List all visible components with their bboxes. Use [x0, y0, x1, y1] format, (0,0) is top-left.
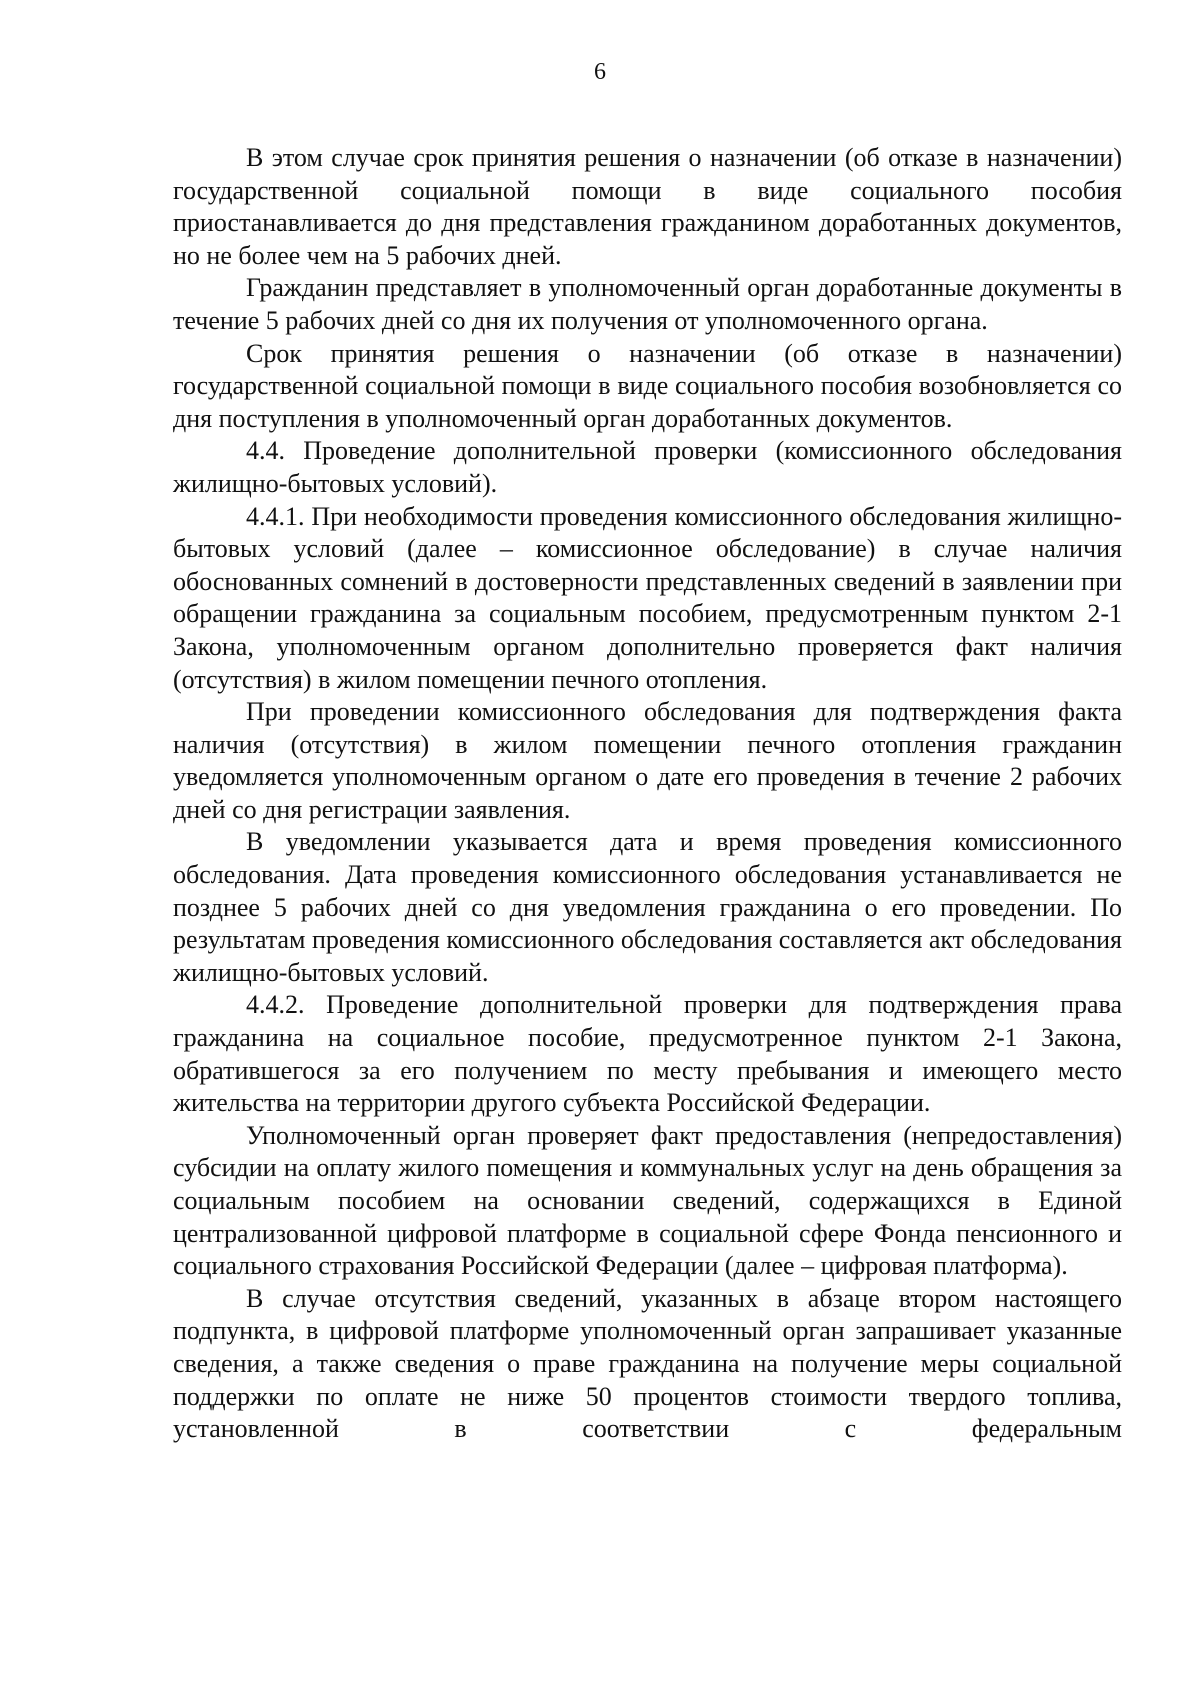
paragraph-notification: При проведении комиссионного обследования для подтверждения факта наличия (отсутствия) в жилом помещении печного отопления гражданин уведомляется уполномоченным органом о дате его проведения в течение 2 рабочих дней со дня регистрации заявления. [173, 697, 1122, 824]
clause-4-4-2: 4.4.2. Проведение дополнительной проверки для подтверждения права гражданина на социальное пособие, предусмотренное пунктом 2-1 Закона, обратившегося за его получением по месту пребывания и имеющего место жительства на территории другого субъекта Российской Федерации. [173, 990, 1122, 1118]
paragraph-suspension-period: В этом случае срок принятия решения о назначении (об отказе в назначении) государственной социальной помощи в виде социального пособия приостанавливается до дня представления гражданином доработанных документов, но не более чем на 5 рабочих дней. [173, 143, 1122, 270]
document-body [173, 142, 1122, 1446]
paragraph-inspection-date: В уведомлении указывается дата и время проведения комиссионного обследования. Дата проведения комиссионного обследования устанавливается не позднее 5 рабочих дней со дня уведомления гражданина о его проведении. По результатам проведения комиссионного обследования составляется акт обследования жилищно-бытовых условий. [173, 827, 1122, 987]
clause-4-4-1: 4.4.1. При необходимости проведения комиссионного обследования жилищно-бытовых условий (далее – комиссионное обследование) в случае наличия обоснованных сомнений в достоверности представленных сведений в заявлении при обращении гражданина за социальным пособием, предусмотренным пунктом 2-1 Закона, уполномоченным органом дополнительно проверяется факт наличия (отсутствия) в жилом помещении печного отопления. [173, 501, 1122, 694]
paragraph-missing-data-request: В случае отсутствия сведений, указанных в абзаце втором настоящего подпункта, в цифровой платформе уполномоченный орган запрашивает указанные сведения, а также сведения о праве гражданина на получение меры социальной поддержки по оплате не ниже 50 процентов стоимости твердого топлива, установленной в соответствии с федеральным [173, 1283, 1122, 1444]
paragraph-subsidy-check: Уполномоченный орган проверяет факт предоставления (непредоставления) субсидии на оплату жилого помещения и коммунальных услуг на день обращения за социальным пособием на основании сведений, содержащихся в Единой централизованной цифровой платформе в социальной сфере Фонда пенсионного и социального страхования Российской Федерации (далее – цифровая платформа). [173, 1120, 1122, 1281]
section-heading-4-4: 4.4. Проведение дополнительной проверки (комиссионного обследования жилищно-бытовых условий). [173, 436, 1122, 498]
paragraph-resumption: Срок принятия решения о назначении (об отказе в назначении) государственной социальной помощи в виде социального пособия возобновляется со дня поступления в уполномоченный орган доработанных документов. [173, 338, 1122, 433]
page-number: 6 [594, 59, 606, 85]
paragraph-submission-deadline: Гражданин представляет в уполномоченный орган доработанные документы в течение 5 рабочих дней со дня их получения от уполномоченного органа. [173, 273, 1122, 335]
